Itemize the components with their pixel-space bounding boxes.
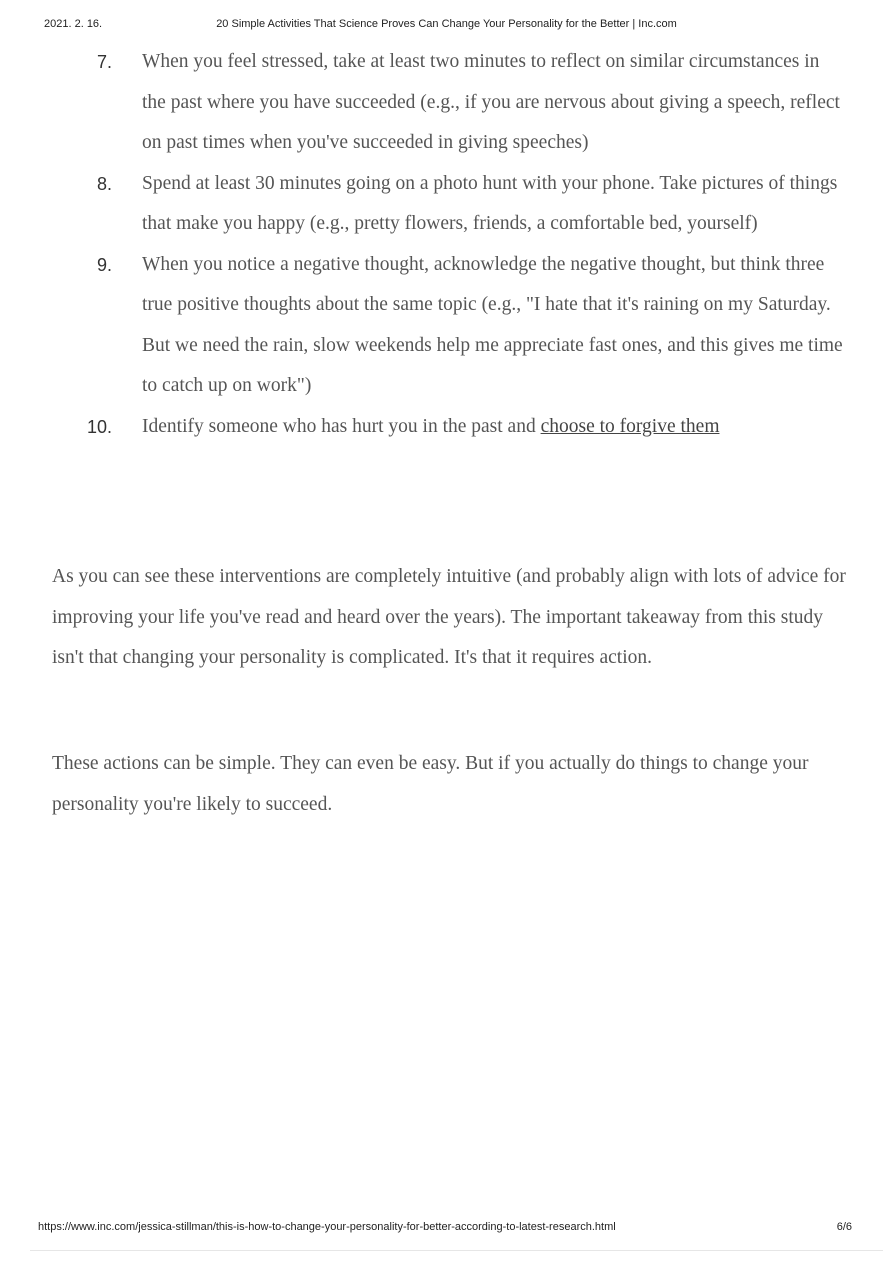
paragraph-interventions: As you can see these interventions are completely intuitive (and probably align with lots of advice for improving your life you've read and heard over the years). The important takeaway from this study isn't that changing your personality is complicated. It's that it requires action. (52, 566, 846, 668)
bottom-divider (30, 1250, 883, 1251)
forgive-link[interactable]: choose to forgive them (540, 415, 720, 437)
header-date: 2021. 2. 16. (44, 18, 103, 30)
header-title: 20 Simple Activities That Science Proves Can Change Your Personality for the Better | Inc.com (216, 18, 677, 30)
list-item (0, 245, 893, 407)
list-item-text: Identify someone who has hurt you in the past and (142, 415, 541, 437)
list-item-number: 7. (96, 52, 112, 72)
list-item-number: 10. (86, 416, 112, 437)
list-item-text: When you notice a negative thought, acknowledge the negative thought, but think three true positive thoughts about the same topic (e.g., "I hate that it's raining on my Saturday. But we need the rain, slow weekends help me appreciate fast ones, and this gives me time to catch up on work") (142, 253, 843, 396)
numbered-list (0, 42, 893, 447)
list-item (0, 407, 893, 448)
footer-page-number: 6/6 (836, 1221, 852, 1233)
paragraph-actions: These actions can be simple. They can even be easy. But if you actually do things to change your personality you're likely to succeed. (52, 753, 809, 815)
list-item (0, 164, 893, 245)
list-item (0, 42, 893, 164)
list-item-text: Spend at least 30 minutes going on a photo hunt with your phone. Take pictures of things that make you happy (e.g., pretty flowers, friends, a comfortable bed, yourself) (142, 172, 838, 234)
list-item-text-container (142, 407, 847, 448)
list-item-number: 8. (96, 173, 112, 194)
list-item-number: 9. (96, 254, 112, 275)
list-item-text: When you feel stressed, take at least two minutes to reflect on similar circumstances in the past where you have succeeded (e.g., if you are nervous about giving a speech, reflect on past times when you've succeeded in giving speeches) (142, 51, 840, 153)
footer-url: https://www.inc.com/jessica-stillman/this-is-how-to-change-your-personality-for-better-according-to-latest-research.html (38, 1221, 616, 1233)
